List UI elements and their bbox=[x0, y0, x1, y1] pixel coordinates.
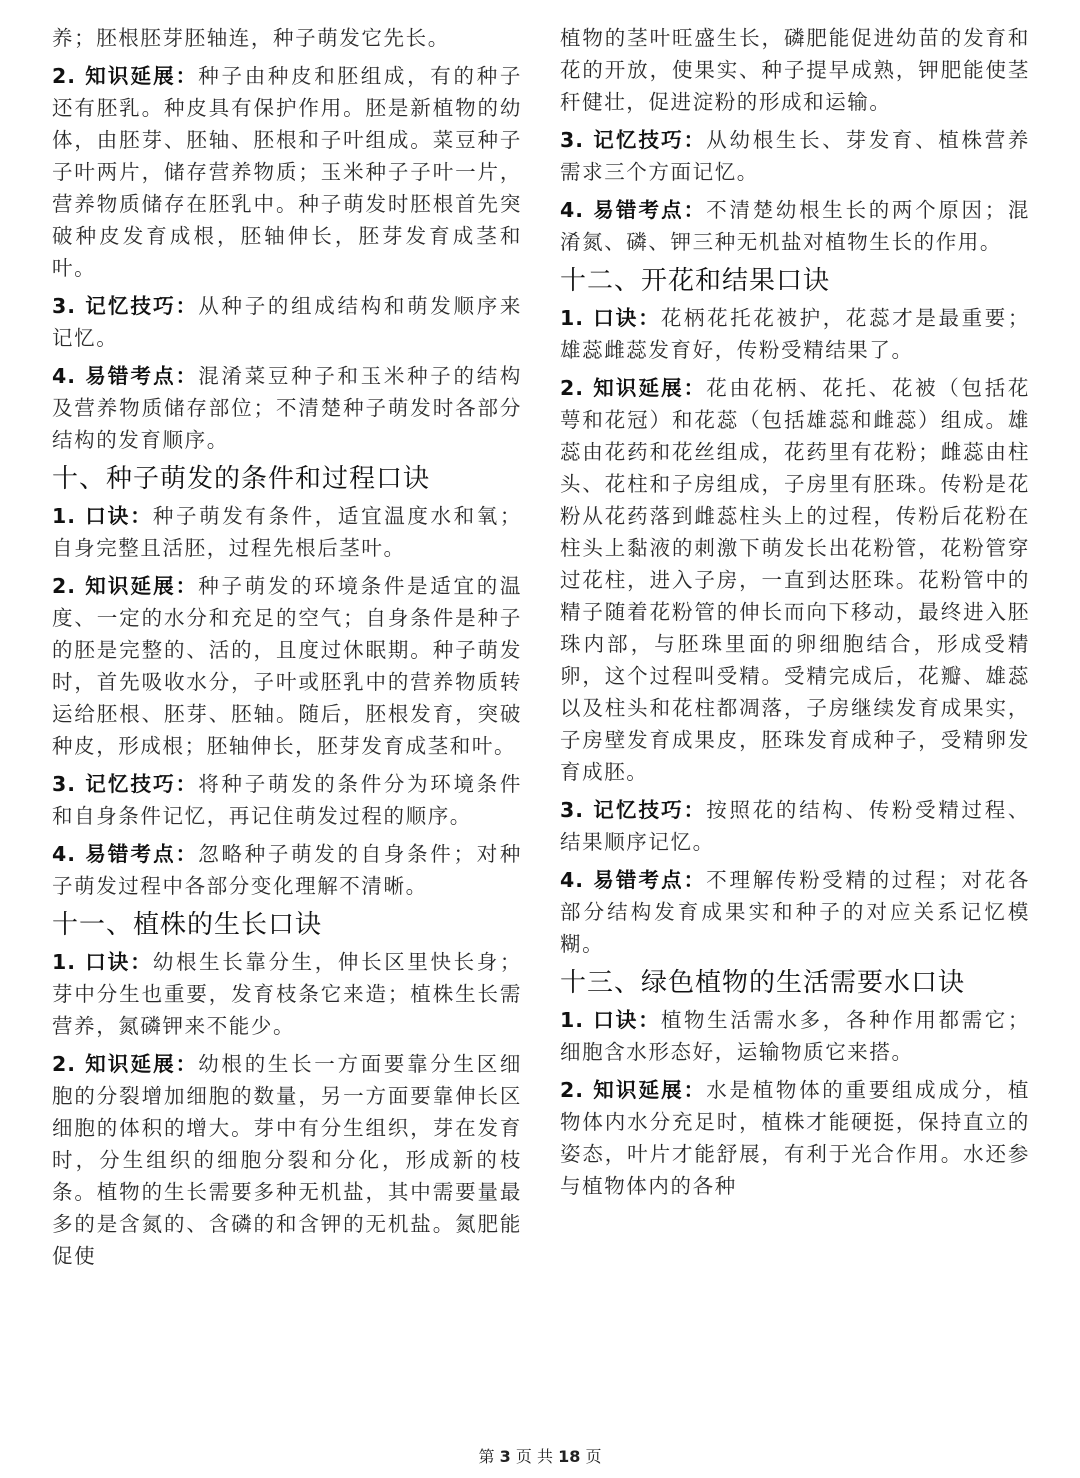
paragraph-text: 植物生活需水多，各种作用都需它；细胞含水形态好，运输物质它来搭。 bbox=[560, 1008, 1030, 1064]
paragraph bbox=[52, 290, 522, 354]
paragraph-text: 养；胚根胚芽胚轴连，种子萌发它先长。 bbox=[52, 26, 450, 50]
paragraph-label: 2. 知识延展： bbox=[52, 64, 199, 88]
paragraph bbox=[52, 570, 522, 762]
paragraph bbox=[52, 946, 522, 1042]
page-footer bbox=[0, 1444, 1080, 1467]
section-heading: 十、种子萌发的条件和过程口诀 bbox=[52, 464, 431, 494]
paragraph-label: 4. 易错考点： bbox=[560, 868, 707, 892]
paragraph-label: 3. 记忆技巧： bbox=[560, 798, 707, 822]
paragraph-label: 4. 易错考点： bbox=[560, 198, 707, 222]
paragraph bbox=[560, 794, 1030, 858]
paragraph-text: 种子萌发的环境条件是适宜的温度、一定的水分和充足的空气；自身条件是种子的胚是完整的、活的，且度过休眠期。种子萌发时，首先吸收水分，子叶或胚乳中的营养物质转运给胚根、胚芽、胚轴。随后，胚根发育，突破种皮，形成根；胚轴伸长，胚芽发育成茎和叶。 bbox=[52, 574, 522, 758]
paragraph bbox=[52, 60, 522, 284]
paragraph bbox=[560, 124, 1030, 188]
paragraph bbox=[52, 768, 522, 832]
paragraph bbox=[560, 864, 1030, 960]
paragraph-label: 1. 口诀： bbox=[560, 1008, 661, 1032]
paragraph-label: 2. 知识延展： bbox=[52, 574, 199, 598]
paragraph-text: 幼根的生长一方面要靠分生区细胞的分裂增加细胞的数量，另一方面要靠伸长区细胞的体积的增大。芽中有分生组织，芽在发育时，分生组织的细胞分裂和分化，形成新的枝条。植物的生长需要多种无机盐，其中需要量最多的是含氮的、含磷的和含钾的无机盐。氮肥能促使 bbox=[52, 1052, 522, 1268]
footer-middle: 页 共 bbox=[515, 1447, 553, 1466]
paragraph bbox=[52, 360, 522, 456]
paragraph-label: 1. 口诀： bbox=[560, 306, 661, 330]
footer-prefix: 第 bbox=[478, 1447, 495, 1466]
paragraph-text: 水是植物体的重要组成成分，植物体内水分充足时，植株才能硬挺，保持直立的姿态，叶片才能舒展，有利于光合作用。水还参与植物体内的各种 bbox=[560, 1078, 1030, 1198]
paragraph bbox=[52, 500, 522, 564]
footer-suffix: 页 bbox=[585, 1447, 602, 1466]
paragraph-text: 植物的茎叶旺盛生长，磷肥能促进幼苗的发育和花的开放，使果实、种子提早成熟，钾肥能使茎秆健壮，促进淀粉的形成和运输。 bbox=[560, 26, 1030, 114]
paragraph bbox=[52, 838, 522, 902]
section-heading: 十三、绿色植物的生活需要水口诀 bbox=[560, 968, 966, 998]
paragraph-text: 花由花柄、花托、花被（包括花萼和花冠）和花蕊（包括雄蕊和雌蕊）组成。雄蕊由花药和花丝组成，花药里有花粉；雌蕊由柱头、花柱和子房组成，子房里有胚珠。传粉是花粉从花药落到雌蕊柱头上的过程，传粉后花粉在柱头上黏液的刺激下萌发长出花粉管，花粉管穿过花柱，进入子房，一直到达胚珠。花粉管中的精子随着花粉管的伸长而向下移动，最终进入胚珠内部，与胚珠里面的卵细胞结合，形成受精卵，这个过程叫受精。受精完成后，花瓣、雄蕊以及柱头和花柱都凋落，子房继续发育成果实，子房壁发育成果皮，胚珠发育成种子，受精卵发育成胚。 bbox=[560, 376, 1030, 784]
section-heading: 十二、开花和结果口诀 bbox=[560, 266, 831, 296]
paragraph-text: 花柄花托花被护，花蕊才是最重要；雄蕊雌蕊发育好，传粉受精结果了。 bbox=[560, 306, 1030, 362]
paragraph-text: 种子萌发有条件，适宜温度水和氧；自身完整且活胚，过程先根后茎叶。 bbox=[52, 504, 522, 560]
paragraph-label: 2. 知识延展： bbox=[560, 376, 707, 400]
footer-total-pages: 18 bbox=[558, 1447, 581, 1466]
paragraph bbox=[560, 302, 1030, 366]
right-column bbox=[560, 22, 1030, 1208]
paragraph-text: 忽略种子萌发的自身条件；对种子萌发过程中各部分变化理解不清晰。 bbox=[52, 842, 522, 898]
paragraph-text: 混淆菜豆种子和玉米种子的结构及营养物质储存部位；不清楚种子萌发时各部分结构的发育顺序。 bbox=[52, 364, 522, 452]
paragraph-label: 2. 知识延展： bbox=[560, 1078, 707, 1102]
paragraph-text: 幼根生长靠分生，伸长区里快长身；芽中分生也重要，发育枝条它来造；植株生长需营养，氮磷钾来不能少。 bbox=[52, 950, 522, 1038]
paragraph-text: 从幼根生长、芽发育、植株营养需求三个方面记忆。 bbox=[560, 128, 1030, 184]
paragraph bbox=[560, 1074, 1030, 1202]
paragraph bbox=[52, 22, 522, 54]
paragraph-text: 不理解传粉受精的过程；对花各部分结构发育成果实和种子的对应关系记忆模糊。 bbox=[560, 868, 1030, 956]
paragraph-label: 3. 记忆技巧： bbox=[52, 772, 199, 796]
paragraph-text: 从种子的组成结构和萌发顺序来记忆。 bbox=[52, 294, 522, 350]
paragraph bbox=[560, 1004, 1030, 1068]
paragraph-label: 3. 记忆技巧： bbox=[560, 128, 707, 152]
paragraph-text: 不清楚幼根生长的两个原因；混淆氮、磷、钾三种无机盐对植物生长的作用。 bbox=[560, 198, 1030, 254]
paragraph-text: 将种子萌发的条件分为环境条件和自身条件记忆，再记住萌发过程的顺序。 bbox=[52, 772, 522, 828]
paragraph bbox=[560, 22, 1030, 118]
paragraph-label: 1. 口诀： bbox=[52, 950, 153, 974]
paragraph-text: 种子由种皮和胚组成，有的种子还有胚乳。种皮具有保护作用。胚是新植物的幼体，由胚芽、胚轴、胚根和子叶组成。菜豆种子子叶两片，储存营养物质；玉米种子子叶一片，营养物质储存在胚乳中。种子萌发时胚根首先突破种皮发育成根，胚轴伸长，胚芽发育成茎和叶。 bbox=[52, 64, 522, 280]
paragraph-label: 2. 知识延展： bbox=[52, 1052, 199, 1076]
left-column bbox=[52, 22, 522, 1278]
paragraph bbox=[560, 194, 1030, 258]
footer-page-number: 3 bbox=[499, 1447, 511, 1466]
paragraph-text: 按照花的结构、传粉受精过程、结果顺序记忆。 bbox=[560, 798, 1030, 854]
paragraph-label: 4. 易错考点： bbox=[52, 364, 199, 388]
paragraph bbox=[560, 372, 1030, 788]
section-heading: 十一、植株的生长口诀 bbox=[52, 910, 323, 940]
paragraph bbox=[52, 1048, 522, 1272]
paragraph-label: 3. 记忆技巧： bbox=[52, 294, 199, 318]
paragraph-label: 4. 易错考点： bbox=[52, 842, 199, 866]
paragraph-label: 1. 口诀： bbox=[52, 504, 153, 528]
